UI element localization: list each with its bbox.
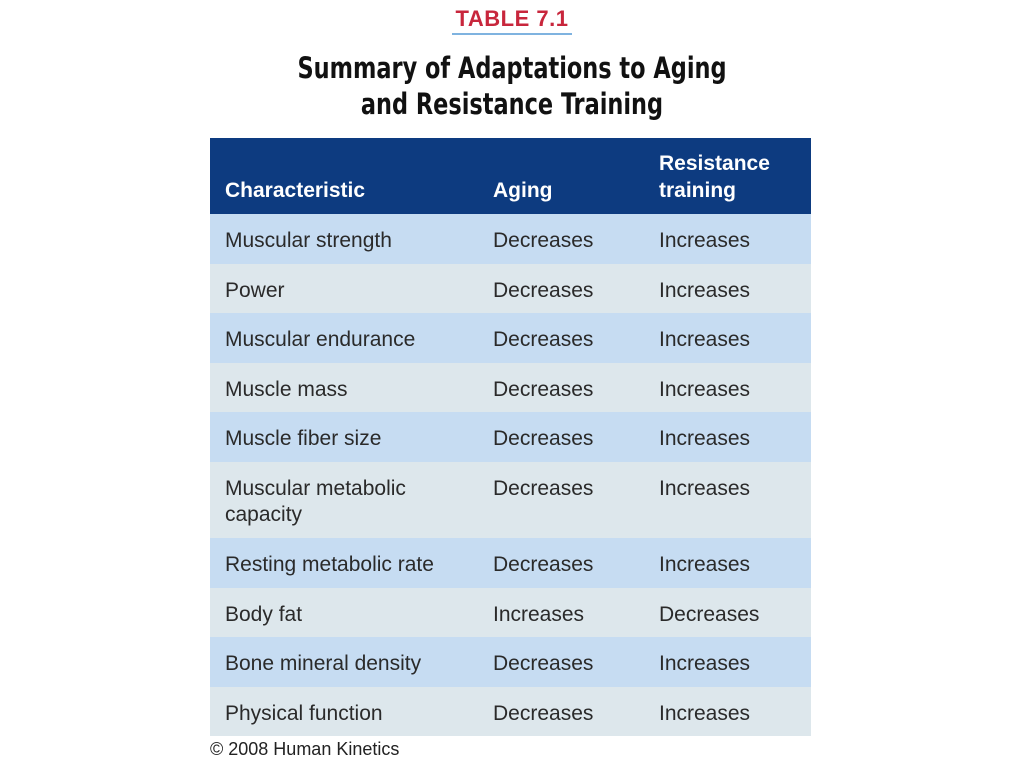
cell-aging: Decreases <box>493 377 594 401</box>
cell-aging: Increases <box>493 602 585 626</box>
table-header-row <box>210 138 811 214</box>
cell-characteristic: Muscular strength <box>225 229 392 252</box>
cell-training: Increases <box>659 552 751 576</box>
table-row <box>210 412 811 462</box>
cell-training: Increases <box>659 652 751 676</box>
copyright-notice: © 2008 Human Kinetics <box>210 739 400 759</box>
cell-training: Increases <box>659 427 751 451</box>
cell-training: Increases <box>659 377 751 401</box>
table-number-label <box>0 6 1024 35</box>
cell-characteristic: Muscular metabolic capacity <box>225 476 406 526</box>
cell-characteristic: Resting metabolic rate <box>225 552 434 576</box>
cell-characteristic: Muscular endurance <box>225 328 416 352</box>
cell-aging: Decreases <box>493 229 594 252</box>
header-resistance-training: Resistance training <box>659 152 770 202</box>
cell-characteristic: Physical function <box>225 701 383 725</box>
table-row <box>210 538 811 588</box>
cell-aging: Decreases <box>493 701 594 725</box>
cell-aging: Decreases <box>493 278 594 302</box>
title-line-2: and Resistance Training <box>360 87 664 121</box>
cell-aging: Decreases <box>493 427 594 451</box>
cell-characteristic: Bone mineral density <box>225 652 422 676</box>
table-row <box>210 637 811 687</box>
cell-characteristic: Body fat <box>225 602 303 626</box>
cell-training: Increases <box>659 476 751 500</box>
cell-training: Increases <box>659 328 751 352</box>
header-characteristic: Characteristic <box>225 179 366 202</box>
cell-aging: Decreases <box>493 552 594 576</box>
adaptations-table <box>210 138 811 736</box>
cell-characteristic: Muscle fiber size <box>225 427 382 451</box>
header-aging: Aging <box>493 179 553 202</box>
cell-aging: Decreases <box>493 328 594 352</box>
table-row <box>210 687 811 737</box>
table-row <box>210 462 811 538</box>
table-title <box>72 50 953 122</box>
cell-aging: Decreases <box>493 476 594 500</box>
table-row <box>210 588 811 638</box>
cell-characteristic: Power <box>225 278 285 302</box>
table-row <box>210 264 811 314</box>
cell-training: Decreases <box>659 602 760 626</box>
cell-training: Increases <box>659 278 751 302</box>
cell-aging: Decreases <box>493 652 594 676</box>
table-number-text: TABLE 7.1 <box>452 6 573 35</box>
cell-characteristic: Muscle mass <box>225 377 348 401</box>
table-row <box>210 363 811 413</box>
cell-training: Increases <box>659 701 751 725</box>
table-row <box>210 214 811 264</box>
title-line-1: Summary of Adaptations to Aging <box>297 51 727 85</box>
cell-training: Increases <box>659 229 751 252</box>
table-row <box>210 313 811 363</box>
